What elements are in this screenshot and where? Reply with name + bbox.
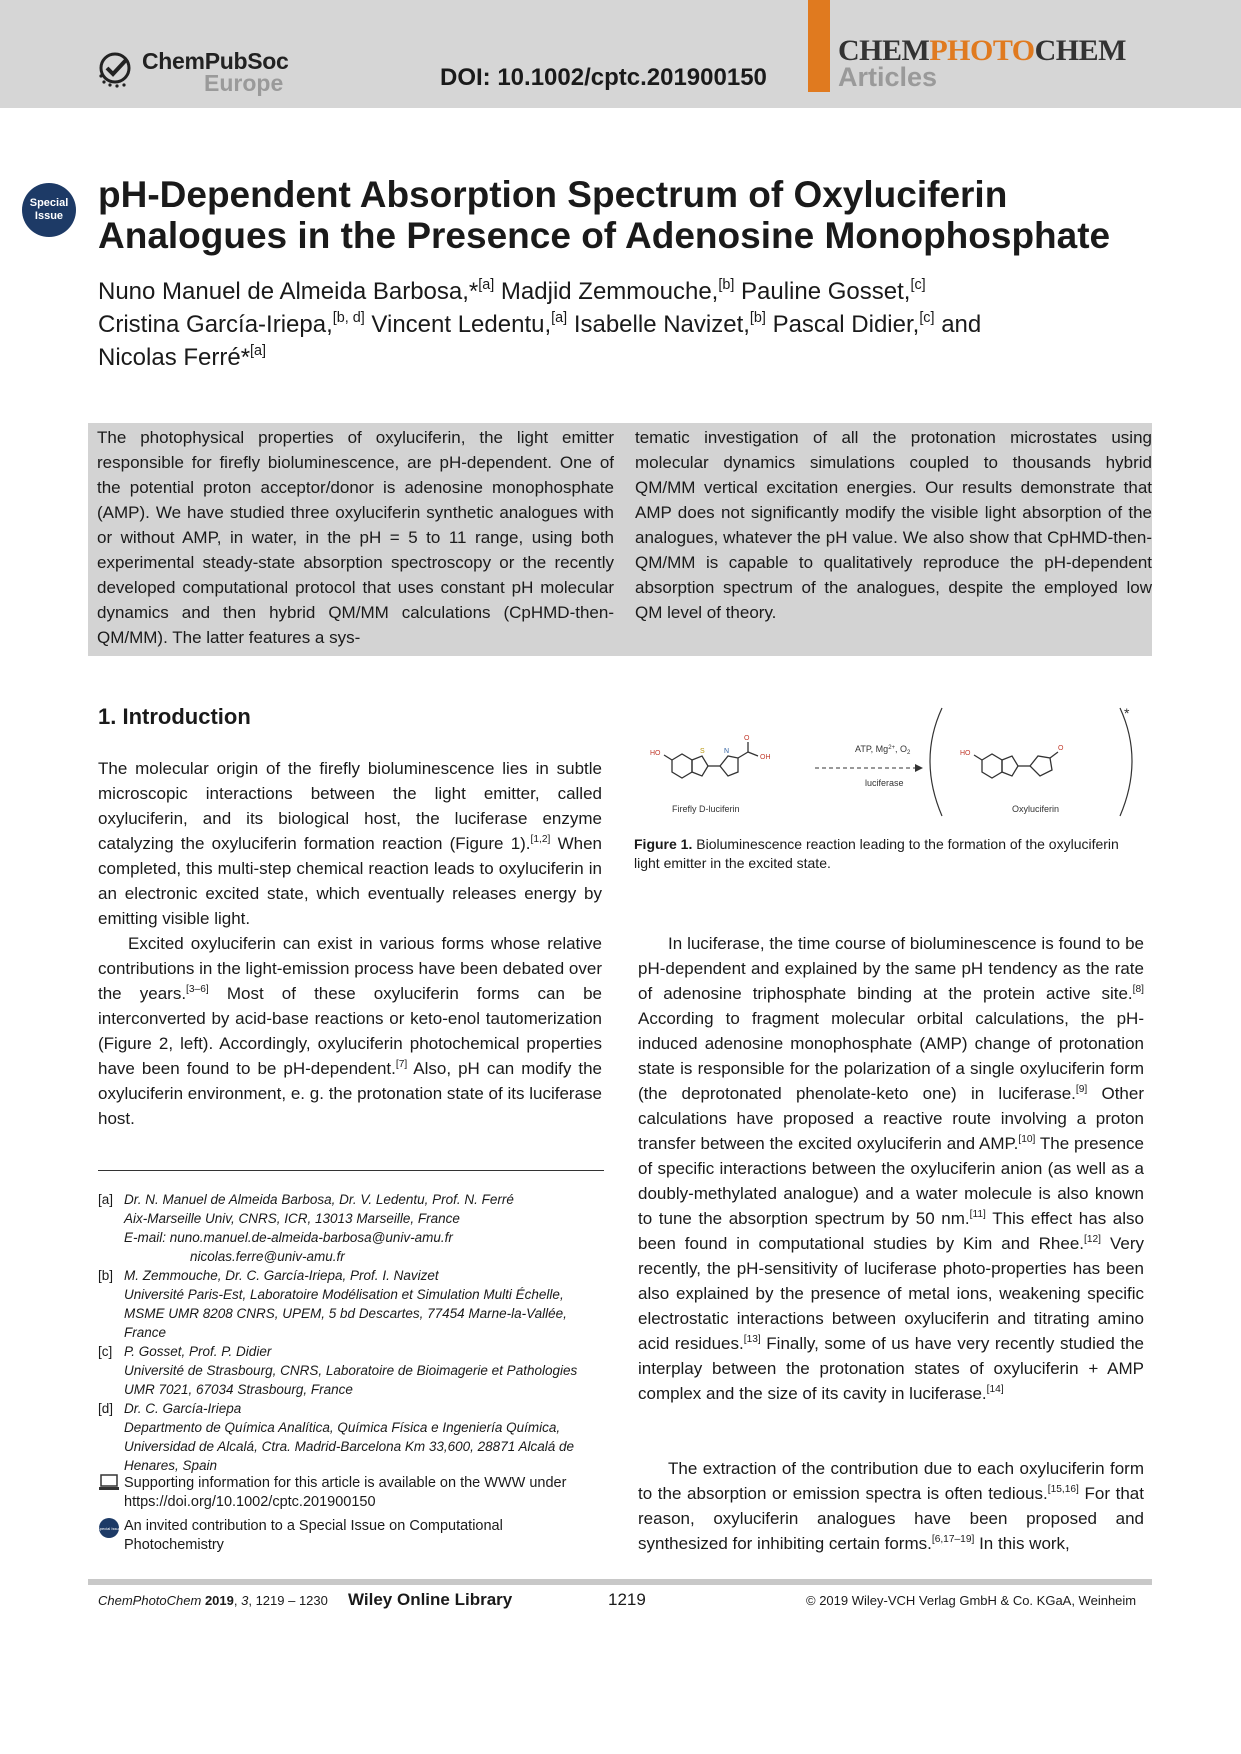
- reactant-label: Firefly D-luciferin: [672, 804, 740, 814]
- text-run: Other calculations have proposed a reactive route involving a proton transfer between the excited oxyluciferin and AMP.: [638, 1084, 1144, 1153]
- label-o-2: O: [1058, 745, 1064, 752]
- label-o-1: O: [744, 735, 750, 742]
- enzyme-label: luciferase: [865, 778, 904, 788]
- bracket-left: [930, 708, 942, 816]
- citation-ref[interactable]: [1,2]: [530, 833, 551, 845]
- intro-paragraph-2: [98, 931, 602, 1131]
- author: Vincent Ledentu,[a]: [371, 309, 568, 338]
- text-run: For that reason, oxyluciferin analogues have been proposed and synthesized for inhibiting certain forms.: [638, 1484, 1144, 1553]
- copyright: © 2019 Wiley-VCH Verlag GmbH & Co. KGaA, Weinheim: [806, 1593, 1137, 1608]
- text-run: The presence of specific interactions between the oxyluciferin anion (as well as a doubly-methylated analogue) and a water molecule is also known to tune the absorption spectrum by 50 nm.: [638, 1134, 1144, 1228]
- affiliation-2: [b] M. Zemmouche, Dr. C. García-Iriepa, Prof. I. Navizet Université Paris-Est, Laboratoire Modélisation et Simulation Multi Échelle, MSME UMR 8208 CNRS, UPEM, 5 bd Descartes, 77454 Marne-la-Vallée, France: [98, 1268, 567, 1340]
- page-number: 1219: [608, 1590, 646, 1609]
- text-run: Very recently, the pH-sensitivity of luciferase photo-properties has been also explained by the presence of metal ions, weakening specific electrostatic interactions between oxyluciferin and titrating amino acid residues.: [638, 1234, 1145, 1353]
- text-run: The molecular origin of the firefly bioluminescence lies in subtle microscopic interactions between the light emitter, called oxyluciferin, and its biological host, the luciferase enzyme catalyzing the oxyluciferin formation reaction (Figure 1).: [98, 759, 602, 853]
- label-ho-1: HO: [650, 750, 661, 757]
- article-section: Articles: [838, 62, 938, 92]
- col2-paragraph-2: [638, 1456, 1144, 1556]
- bracket-right: [1120, 708, 1132, 816]
- author: Cristina García-Iriepa,[b, d]: [98, 309, 365, 338]
- figure-1-scheme: [640, 700, 1140, 820]
- footnote-divider: [98, 1170, 604, 1171]
- text-run: In luciferase, the time course of bioluminescence is found to be pH-dependent and explained by the same pH tendency as the rate of adenosine triphosphate binding at the protein active site.: [638, 934, 1144, 1003]
- footer-rule: [88, 1579, 1152, 1585]
- accent-bar: [808, 0, 830, 92]
- label-n-1: N: [724, 748, 730, 755]
- citation: ChemPhotoChem 2019, 3, 1219 – 1230: [98, 1593, 328, 1608]
- figure-caption: Figure 1. Bioluminescence reaction leading to the formation of the oxyluciferin light emitter in the excited state.: [634, 836, 1119, 871]
- reaction-conditions: ATP, $Mg^{2+}$, $O_2$: [855, 744, 911, 756]
- citation-ref[interactable]: [7]: [395, 1058, 408, 1070]
- chempubsoc-logo-icon: [98, 48, 136, 88]
- author: Pascal Didier,[c]: [772, 309, 935, 338]
- section-heading: 1. Introduction: [98, 704, 251, 729]
- citation-ref[interactable]: [6,17–19]: [931, 1533, 975, 1545]
- affiliation-1: [a] Dr. N. Manuel de Almeida Barbosa, Dr. V. Ledentu, Prof. N. Ferré Aix-Marseille Univ, CNRS, ICR, 13013 Marseille, France E-mail: nuno.manuel.de-almeida-barbosa@univ-amu.fr nicolas.ferre@univ-amu.fr: [98, 1192, 514, 1264]
- col2-paragraph-1: [638, 931, 1144, 1406]
- text-run: This effect has also been found in computational studies by Kim and Rhee.: [638, 1209, 1144, 1253]
- text-run: According to fragment molecular orbital calculations, the pH-induced adenosine monophosphate (AMP) change of protonation state is responsible for the polarization of a single oxyluciferin form (the deprotonated phenolate-keto one) in luciferase.: [638, 1009, 1144, 1103]
- author: Nicolas Ferré*[a]: [98, 342, 267, 371]
- text-run: Excited oxyluciferin can exist in various forms whose relative contributions in the light-emission process have been debated over the years.: [98, 934, 602, 1003]
- citation-ref[interactable]: [15,16]: [1047, 1483, 1079, 1495]
- invited-contribution-text: An invited contribution to a Special Issue on Computational Photochemistry: [124, 1518, 503, 1553]
- author: Isabelle Navizet,[b]: [573, 309, 766, 338]
- label-oh: OH: [760, 754, 771, 761]
- text-run: Also, pH can modify the oxyluciferin environment, e. g. the protonation state of its luciferase host.: [98, 1059, 602, 1128]
- publisher-region: Europe: [204, 70, 284, 96]
- label-ho-2: HO: [960, 750, 971, 757]
- special-issue-icon: [98, 1517, 124, 1545]
- label-s-1: S: [700, 748, 705, 755]
- text-run: Finally, some of us have very recently studied the interplay between the protonation states of oxyluciferin + AMP complex and the size of its cavity in luciferase.: [638, 1334, 1144, 1403]
- affiliation-3: [c] P. Gosset, Prof. P. Didier Université de Strasbourg, CNRS, Laboratoire de Bioimagerie et Pathologies UMR 7021, 67034 Strasbourg, France: [98, 1344, 578, 1397]
- author: Madjid Zemmouche,[b]: [500, 276, 735, 305]
- author-list: [98, 275, 1098, 374]
- affiliation-4: [d] Dr. C. García-Iriepa Departmento de Química Analítica, Química Física e Ingeniería Química, Universidad de Alcalá, Ctra. Madrid-Barcelona Km 33,600, 28871 Alcalá de Henares, Spain: [98, 1401, 574, 1473]
- abstract-column-1: The photophysical properties of oxyluciferin, the light emitter responsible for firefly bioluminescence, are pH-dependent. One of the potential proton acceptor/donor is adenosine monophosphate (AMP). We have studied three oxyluciferin synthetic analogues with or without AMP, in water, in the pH = 5 to 11 range, using both experimental steady-state absorption spectroscopy or the recently developed computational protocol that uses constant pH molecular dynamics and then hybrid QM/MM calculations (CpHMD-then-QM/MM). The latter features a sys-: [97, 428, 614, 647]
- product-label: Oxyluciferin: [1012, 804, 1060, 814]
- computer-icon: [98, 1474, 124, 1498]
- text-run: Most of these oxyluciferin forms can be interconverted by acid-base reactions or keto-enol tautomerization (Figure 2, left). Accordingly, oxyluciferin photochemical properties have been found to be pH-dependent.: [98, 984, 602, 1078]
- citation-ref[interactable]: [14]: [986, 1383, 1004, 1395]
- doi-link[interactable]: DOI: 10.1002/cptc.201900150: [440, 64, 767, 91]
- supporting-info-text[interactable]: Supporting information for this article is available on the WWW under https://doi.org/10.1002/cptc.201900150: [124, 1475, 567, 1510]
- citation-ref[interactable]: [9]: [1075, 1083, 1088, 1095]
- citation-ref[interactable]: [12]: [1084, 1233, 1102, 1245]
- citation-ref[interactable]: [11]: [969, 1208, 986, 1220]
- author: Pauline Gosset,[c]: [741, 276, 926, 305]
- article-title: pH-Dependent Absorption Spectrum of Oxyluciferin Analogues in the Presence of Adenosine Monophosphate: [98, 174, 1111, 256]
- text-run: The extraction of the contribution due to each oxyluciferin form to the absorption or emission spectra is often tedious.: [638, 1459, 1144, 1503]
- citation-ref[interactable]: [8]: [1132, 983, 1144, 995]
- oxyluciferin-structure: [974, 752, 1058, 778]
- text-run: In this work,: [974, 1534, 1070, 1553]
- text-run: When completed, this multi-step chemical reaction leads to oxyluciferin in an electronic excited state, which eventually releases energy by emitting visible light.: [98, 834, 602, 928]
- wiley-online-library-link[interactable]: Wiley Online Library: [348, 1590, 513, 1609]
- publisher-name: ChemPubSoc: [142, 48, 289, 74]
- luciferin-structure: [664, 742, 758, 778]
- author: Nuno Manuel de Almeida Barbosa,*[a]: [98, 276, 495, 305]
- citation-ref[interactable]: [10]: [1018, 1133, 1036, 1145]
- author: and: [941, 311, 982, 338]
- excited-state-star: *: [1124, 705, 1130, 721]
- abstract-column-2: tematic investigation of all the protonation microstates using molecular dynamics simulations coupled to thousands hybrid QM/MM vertical excitation energies. Our results demonstrate that AMP does not significantly modify the visible light absorption of the analogues, whatever the pH value. We also show that CpHMD-then-QM/MM is capable to qualitatively reproduce the pH-dependent absorption spectrum of the analogues, despite the employed low QM level of theory.: [635, 428, 1152, 622]
- intro-paragraph-1: [98, 756, 602, 931]
- special-issue-badge: Special Issue: [22, 183, 76, 237]
- supplementary-notes: [98, 1474, 604, 1560]
- citation-ref[interactable]: [13]: [743, 1333, 761, 1345]
- svg-text:Special Issue: Special Issue: [98, 1526, 120, 1531]
- affiliations: [98, 1190, 604, 1475]
- journal-name: CHEMPHOTOCHEM: [838, 34, 1126, 67]
- citation-ref[interactable]: [3–6]: [186, 983, 209, 995]
- arrow-head-icon: [915, 764, 923, 772]
